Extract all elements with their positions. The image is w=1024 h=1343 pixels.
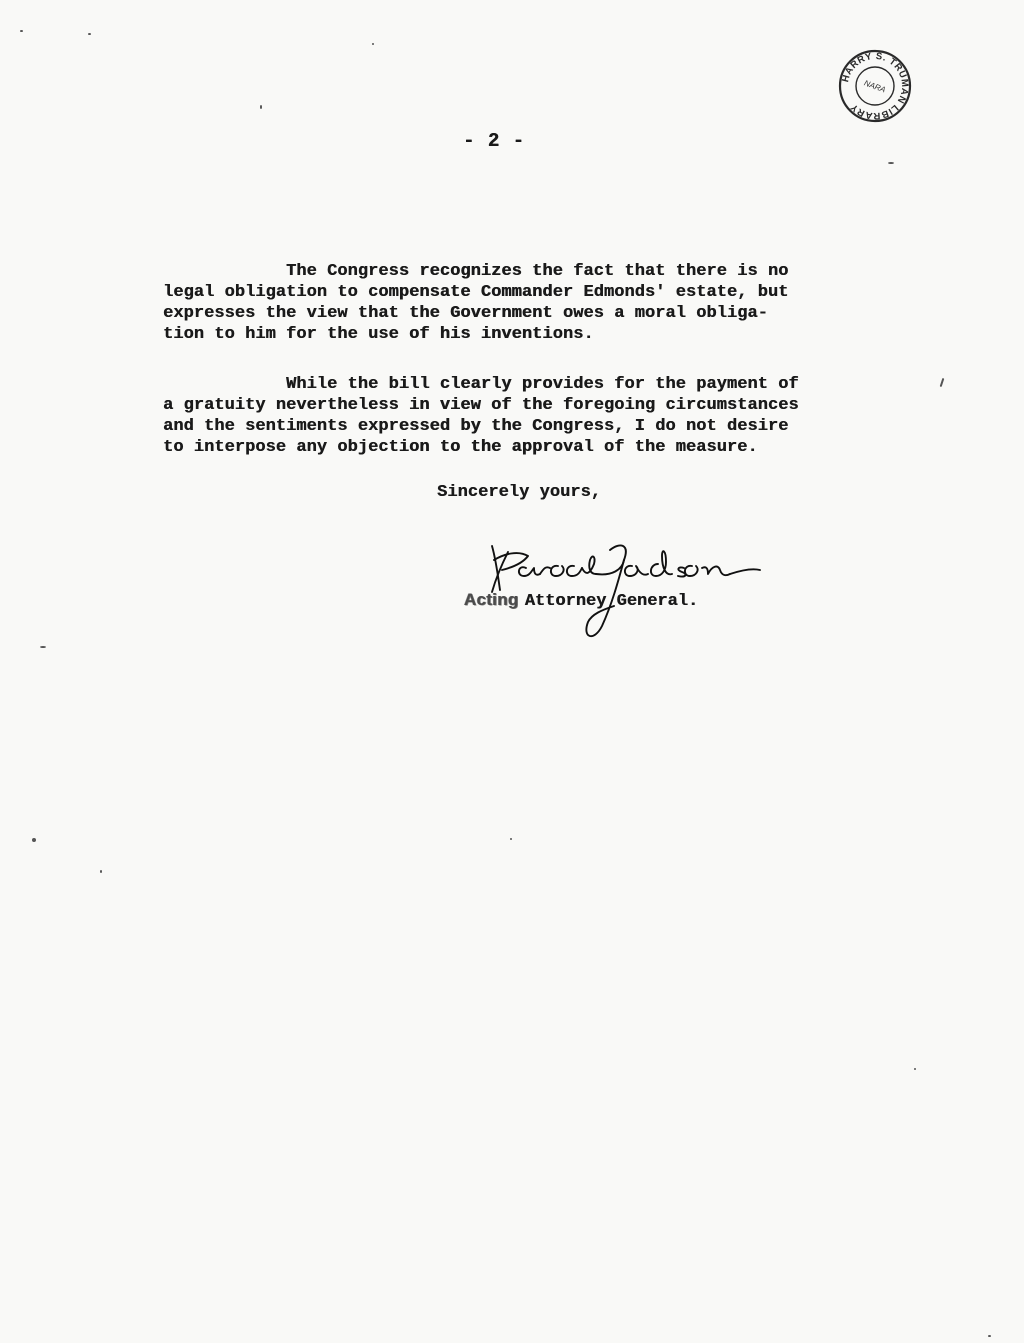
paragraph-line: The Congress recognizes the fact that there is no <box>163 262 789 281</box>
archive-stamp <box>837 48 913 124</box>
paragraph-2 <box>163 374 799 458</box>
paragraph-1 <box>163 261 788 345</box>
paragraph-line: to interpose any objection to the approval of the measure. <box>163 438 758 457</box>
paper-speck <box>914 1068 916 1070</box>
paper-speck <box>940 378 945 387</box>
archive-stamp-text: HARRY S. TRUMAN LIBRARY <box>840 50 911 122</box>
paragraph-line: While the bill clearly provides for the payment of <box>163 375 799 394</box>
acting-stamp: Acting <box>464 590 519 609</box>
paragraph-line: a gratuity nevertheless in view of the foregoing circumstances <box>163 396 799 415</box>
paper-speck <box>40 646 46 648</box>
title-text: Attorney General. <box>524 592 699 611</box>
paper-speck <box>888 162 894 164</box>
complimentary-close: Sincerely yours, <box>437 483 602 502</box>
paragraph-line: tion to him for the use of his inventions. <box>163 325 594 344</box>
paper-speck <box>32 838 36 842</box>
paper-speck <box>88 33 91 35</box>
paper-speck <box>20 30 23 32</box>
signature-block <box>462 520 762 645</box>
paragraph-line: and the sentiments expressed by the Congress, I do not desire <box>163 417 789 436</box>
paper-speck <box>988 1335 991 1337</box>
handwritten-signature <box>462 520 762 645</box>
page-number: - 2 - <box>463 130 526 152</box>
paper-speck <box>372 43 374 45</box>
paper-speck <box>510 838 512 840</box>
paragraph-line: expresses the view that the Government owes a moral obliga- <box>163 304 768 323</box>
paper-speck <box>100 870 102 873</box>
paper-speck <box>260 105 262 109</box>
archive-stamp-seal <box>837 48 913 124</box>
paragraph-line: legal obligation to compensate Commander Edmonds' estate, but <box>163 283 789 302</box>
archive-stamp-center: NARA <box>862 78 887 95</box>
